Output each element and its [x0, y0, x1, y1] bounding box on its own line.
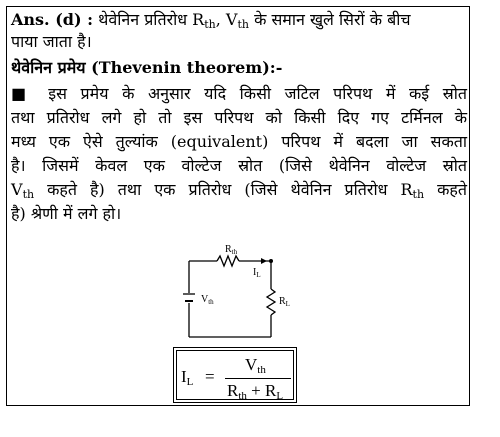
thevenin-circuit-diagram	[175, 239, 295, 343]
paragraph-line-1: ■ इस प्रमेय के अनुसार यदि किसी जटिल परिपथ में कई स्रोत	[11, 84, 468, 103]
resistor-rl	[267, 289, 275, 315]
il-label: $I_L$	[253, 267, 261, 279]
formula-equals: =	[205, 367, 215, 386]
vth-label: $V_{th}$	[201, 294, 214, 306]
paragraph-line-3: मध्य एक ऐसे तुल्यांक (equivalent) परिपथ में बदला जा सकता	[11, 132, 467, 151]
section-heading	[11, 57, 282, 79]
answer-line-2: पाया जाता है।	[11, 32, 92, 51]
paragraph-line-6: है) श्रेणी में लगे हो।	[11, 204, 122, 223]
formula-box	[173, 347, 297, 403]
heading-hindi: थेवेनिन प्रमेय	[11, 58, 86, 77]
resistor-rth	[217, 256, 239, 266]
rth-label: $R_{th}$	[225, 244, 238, 256]
formula-denominator: Rth + RL	[227, 381, 284, 402]
terminal-node	[269, 259, 273, 263]
answer-box	[6, 6, 470, 406]
answer-label: Ans. (d) :	[11, 10, 93, 29]
fraction-bar	[225, 378, 291, 379]
formula-numerator: Vth	[245, 355, 266, 376]
rl-label: $R_L$	[279, 296, 290, 308]
current-arrow-icon	[261, 258, 267, 264]
paragraph-line-4: है। जिसमें केवल एक वोल्टेज स्रोत (जिसे थेवेनिन वोल्टेज स्रोत	[11, 156, 467, 175]
paragraph-line-5: $V_{th}$ कहते है) तथा एक प्रतिरोध (जिसे थेवेनिन प्रतिरोध $R_{th}$ कहते	[11, 180, 467, 201]
heading-english: (Thevenin theorem):-	[91, 58, 283, 77]
paragraph-line-2: तथा प्रतिरोध लगे हो तो इस परिपथ को किसी दिए गए टर्मिनल के	[11, 108, 467, 127]
answer-text: थेवेनिन प्रतिरोध $R_{th}$, $V_{th}$ के समान खुले सिरों के बीच	[98, 10, 411, 31]
bullet-icon: ■	[11, 84, 35, 103]
formula-lhs: IL	[181, 367, 194, 388]
